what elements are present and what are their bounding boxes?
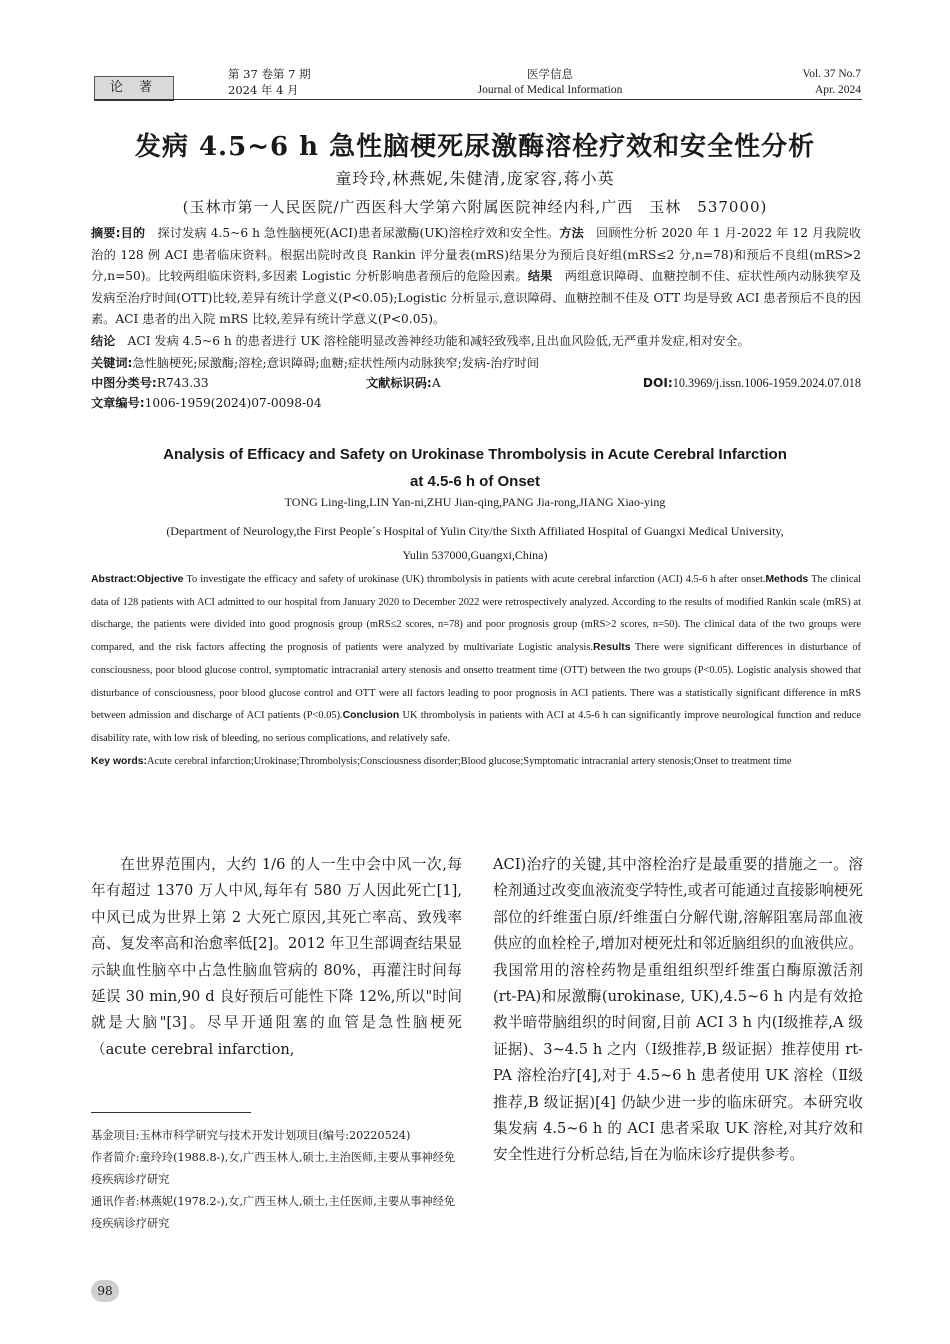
- body-right-column: ACI)治疗的关键,其中溶栓治疗是最重要的措施之一。溶栓剂通过改变血液流变学特性,或者可能通过直接影响梗死部位的纤维蛋白原/纤维蛋白分解代谢,溶解阻塞局部血液供应的血栓栓子,增加对梗死灶和邻近脑组织的血液供应。我国常用的溶栓药物是重组组织型纤维蛋白酶原激活剂(rt-PA)和尿激酶(urokinase, UK),4.5~6 h 内是有效抢救半暗带脑组织的时间窗,目前 ACI 3 h 内(Ⅰ级推荐,A 级证据)、3~4.5 h 之内（Ⅰ级推荐,B 级证据）推荐使用 rt-PA 溶栓治疗[4],对于 4.5~6 h 患者使用 UK 溶栓（Ⅱ级推荐,B 级证据)[4] 仍缺少进一步的临床研究。本研究收集发病 4.5~6 h 的 ACI 患者采取 UK 溶栓,对其疗效和安全性进行分析总结,旨在为临床诊疗提供参考。: [493, 856, 863, 1164]
- abstract-label: 摘要:: [91, 226, 121, 240]
- objective-en-label: Objective: [136, 574, 184, 585]
- keywords-cn: [91, 353, 861, 373]
- date-cn: 2024 年 4 月: [228, 83, 299, 97]
- methods-text: 回顾性分析 2020 年 1 月-2022 年 12 月我院收治的 128 例 ACI 患者临床资料。根据出院时改良 Rankin 评分量表(mRS)结果分为预后良好组(mRS≤2 分,n=78)和预后不良组(mRS>2 分,n=50)。比较两组临床资料,多因素 Logistic 分析影响患者预后的危险因素。: [91, 226, 862, 284]
- keywords-text: 急性脑梗死;尿激酶;溶栓;意识障碍;血糖;症状性颅内动脉狭窄;发病-治疗时间: [132, 355, 540, 370]
- volume-en: Vol. 37 No.7: [802, 68, 861, 80]
- article-number-value: 1006-1959(2024)07-0098-04: [144, 395, 322, 410]
- affiliation-en-line-2: Yulin 537000,Guangxi,China): [402, 548, 548, 562]
- abstract-en: [91, 569, 861, 773]
- doc-code-value: A: [431, 375, 441, 390]
- article-number-label: 文章编号:: [91, 395, 145, 410]
- title-cn: 发病 4.5~6 h 急性脑梗死尿激酶溶栓疗效和安全性分析: [134, 132, 816, 162]
- conclusion-text: ACI 发病 4.5~6 h 的患者进行 UK 溶栓能明显改善神经功能和减轻致残率,且出血风险低,无严重并发症,相对安全。: [115, 333, 750, 348]
- body-left-column: 在世界范围内，大约 1/6 的人一生中会中风一次,每年有超过 1370 万人中风,每年有 580 万人因此死亡[1],中风已成为世界上第 2 大死亡原因,其死亡率高、致残率高、复发率高和治愈率低[2]。2012 年卫生部调查结果显示缺血性脑卒中占急性脑血管病的 80%，再灌注时间每延误 30 min,90 d 良好预后可能性下降 12%,所以"时间就是大脑"[3]。尽早开通阻塞的血管是急性脑梗死（acute cerebral infarction,: [91, 856, 462, 1058]
- article-number-row: [91, 393, 861, 413]
- objective-text: 探讨发病 4.5~6 h 急性脑梗死(ACI)患者尿激酶(UK)溶栓疗效和安全性。: [145, 226, 560, 240]
- doi-label: DOI:: [642, 375, 673, 390]
- results-en-label: Results: [592, 642, 631, 654]
- authors-en: TONG Ling-ling,LIN Yan-ni,ZHU Jian-qing,PANG Jia-rong,JIANG Xiao-ying: [284, 495, 666, 509]
- clc-value: R743.33: [156, 375, 209, 390]
- abstract-en-label: Abstract:: [91, 574, 137, 585]
- keywords-en: [91, 751, 861, 774]
- affiliation-en: [60, 519, 890, 567]
- footnote-rule: [91, 1112, 251, 1113]
- header-rule: [94, 99, 862, 100]
- volume-cn: 第 37 卷第 7 期: [228, 67, 311, 81]
- footnote-corresponding: 通讯作者:林燕妮(1978.2-),女,广西玉林人,硕士,主任医师,主要从事神经免疫疾病诊疗研究: [91, 1195, 456, 1230]
- journal-name-cn: 医学信息: [527, 67, 573, 81]
- doi-value[interactable]: 10.3969/j.issn.1006-1959.2024.07.018: [672, 375, 861, 390]
- methods-en-text: The clinical data of 128 patients with ACI admitted to our hospital from January 2020 to December 2022 were retrospectively analyzed. According to the results of modified Rankin scale (mRS) at discharge, the patients were divided into good prognosis group (mRS≤2 scores, n=78) and poor prognosis group (mRS>2 scores, n=50). The clinical data of the two groups were compared, and the risk factors affecting the prognosis of patients were analyzed by multivariate Logistic analysis.: [91, 574, 861, 654]
- date-en: Apr. 2024: [815, 84, 861, 96]
- results-label: 结果: [527, 269, 553, 284]
- keywords-en-label: Key words:: [91, 755, 148, 767]
- affiliation-cn: (玉林市第一人民医院/广西医科大学第六附属医院神经内科,广西 玉林 537000): [182, 198, 768, 216]
- meta-row: [91, 373, 861, 393]
- methods-en-label: Methods: [765, 574, 809, 585]
- page-number: 98: [91, 1280, 119, 1302]
- footnote-author-bio: 作者简介:童玲玲(1988.8-),女,广西玉林人,硕士,主治医师,主要从事神经免疫疾病诊疗研究: [91, 1151, 456, 1186]
- title-en-line-1: Analysis of Efficacy and Safety on Urokinase Thrombolysis in Acute Cerebral Infarction: [163, 446, 787, 463]
- objective-en-text: To investigate the efficacy and safety of urokinase (UK) thrombolysis in patients with acute cerebral infarction (ACI) 4.5-6 h after onset.: [183, 574, 766, 585]
- results-text: 两组意识障碍、血糖控制不佳、症状性颅内动脉狭窄及发病至治疗时间(OTT)比较,差异有统计学意义(P<0.05);Logistic 分析显示,意识障碍、血糖控制不佳及 OTT 均是导致 ACI 患者预后不良的因素。ACI 患者的出入院 mRS 比较,差异有统计学意义(P<0.05)。: [91, 269, 862, 327]
- journal-name-en: Journal of Medical Information: [477, 84, 623, 96]
- conclusion-en-text: UK thrombolysis in patients with ACI at 4.5-6 h can significantly improve neurological function and reduce disability rate, with low risk of bleeding, no serious complications, and relatively safe.: [91, 710, 862, 744]
- title-en-line-2: at 4.5-6 h of Onset: [409, 473, 541, 490]
- conclusion-label: 结论: [91, 333, 116, 348]
- conclusion-en-label: Conclusion: [342, 710, 400, 722]
- footnotes: [91, 1125, 463, 1235]
- keywords-en-text: Acute cerebral infarction;Urokinase;Thrombolysis;Consciousness disorder;Blood glucose;Symptomatic intracranial artery stenosis;Onset to treatment time: [147, 755, 792, 767]
- doc-code-label: 文献标识码:: [366, 375, 432, 390]
- keywords-label: 关键词:: [91, 355, 133, 370]
- objective-label: 目的: [120, 226, 146, 240]
- title-en: [60, 441, 890, 495]
- results-en-text: There were significant differences in disturbance of consciousness, poor blood glucose control, symptomatic intracranial artery stenosis and onsetto treatment time (OTT) between the two groups (P<0.05). Logistic analysis showed that disturbance of consciousness, poor blood glucose control and OTT were all factors leading to poor prognosis in ACI patients. There was a statistically significant difference in mRS between admission and discharge of ACI patients (P<0.05).: [91, 642, 862, 722]
- section-tag: 论 著: [94, 76, 174, 101]
- footnote-fund: 基金项目:玉林市科学研究与技术开发计划项目(编号:20220524): [91, 1129, 411, 1142]
- authors-cn: 童玲玲,林燕妮,朱健清,庞家容,蒋小英: [335, 169, 615, 188]
- abstract-cn: [91, 223, 861, 413]
- affiliation-en-line-1: (Department of Neurology,the First People´s Hospital of Yulin City/the Sixth Affiliated Hospital of Guangxi Medical University,: [166, 524, 784, 538]
- clc-label: 中图分类号:: [91, 375, 157, 390]
- methods-label: 方法: [559, 226, 584, 240]
